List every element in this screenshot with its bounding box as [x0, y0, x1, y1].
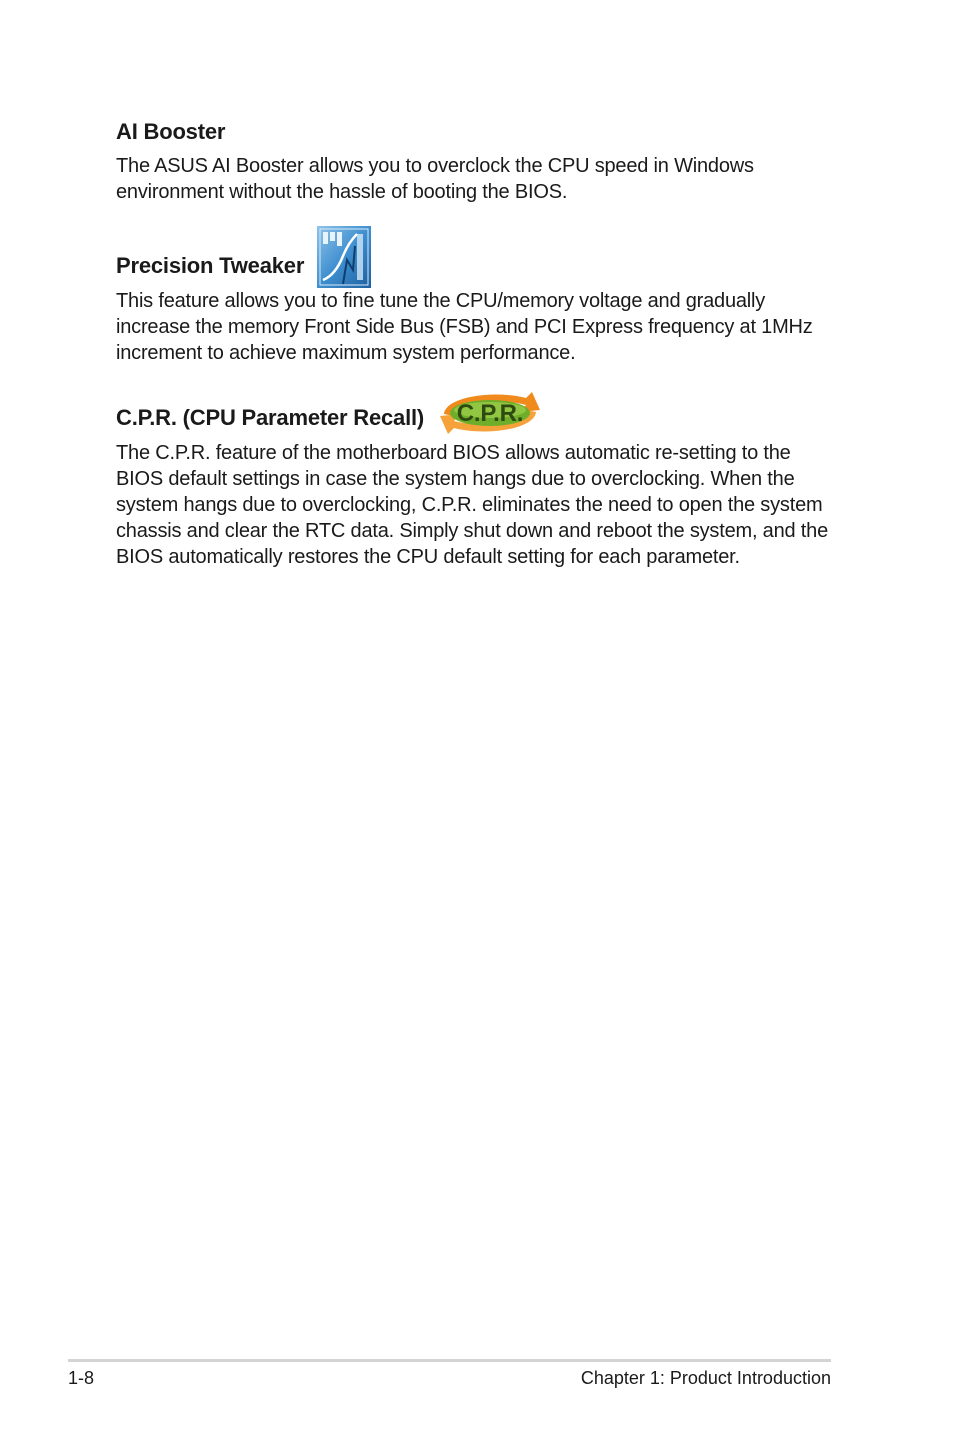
footer-chapter-title: Chapter 1: Product Introduction: [580, 1368, 831, 1388]
cpr-logo-text: C.P.R.: [456, 400, 524, 427]
cpr-logo-icon: [436, 388, 544, 438]
section-precision-tweaker: [116, 226, 836, 366]
section-body: The C.P.R. feature of the motherboard BIOS allows automatic re-setting to the BIOS default settings in case the system hangs due to overclocking. When the system hangs due to overclocking, C.P.R. eliminates the need to open the system chassis and clear the RTC data. Simply shut down and reboot the system, and the BIOS automatically restores the CPU default setting for each parameter.: [116, 442, 829, 568]
heading-text: C.P.R. (CPU Parameter Recall): [116, 405, 425, 430]
heading-text: Precision Tweaker: [116, 253, 305, 278]
section-body: The ASUS AI Booster allows you to overclock the CPU speed in Windows environment without the hassle of booting the BIOS.: [116, 155, 754, 203]
section-heading: [116, 226, 836, 280]
section-heading: [116, 388, 836, 432]
section-ai-booster: [116, 119, 836, 205]
section-cpr: [116, 388, 836, 570]
section-heading: [116, 119, 836, 145]
heading-text: AI Booster: [116, 119, 226, 144]
footer-page-number: 1-8: [68, 1368, 95, 1388]
section-body: This feature allows you to fine tune the CPU/memory voltage and gradually increase the memory Front Side Bus (FSB) and PCI Express frequency at 1MHz increment to achieve maximum system performance.: [116, 290, 813, 364]
footer-divider: [68, 1359, 831, 1362]
precision-tweaker-icon: [317, 226, 371, 288]
